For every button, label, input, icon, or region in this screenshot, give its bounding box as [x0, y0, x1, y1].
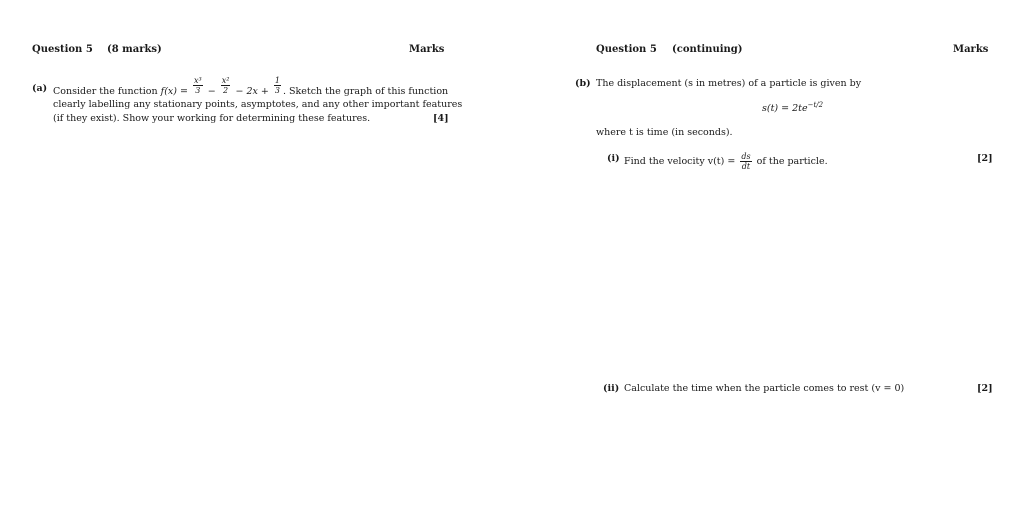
frac-term3: $\frac{1}{3}$ [274, 76, 280, 95]
part-a-line2: clearly labelling any stationary points, asymptotes, and any other important features [53, 99, 463, 110]
equation-exponent: −t/2 [807, 100, 824, 109]
frac-ds-dt: $\frac{ds}{dt}$ [741, 152, 751, 171]
frac-term1: $\frac{\text{x³}}{3}$ [193, 76, 202, 95]
part-a-line3: (if they exist). Show your working for determining these features. [53, 113, 371, 124]
part-a-marks: [4] [433, 113, 449, 124]
sub-ii-text: Calculate the time when the particle comes to rest (v = 0) [624, 383, 905, 394]
part-b-intro: The displacement (s in metres) of a particle is given by [596, 78, 862, 89]
sub-i-marks: [2] [977, 153, 993, 164]
where-text: where t is time (in seconds). [596, 127, 733, 138]
right-page [512, 0, 1024, 517]
question-marks-total: (8 marks) [107, 44, 162, 55]
sub-i-text: Find the velocity v(t) = $\frac{ds}{dt}$ of the particle. [624, 152, 828, 171]
marks-header: Marks [953, 44, 989, 55]
sub-ii-label: (ii) [603, 383, 620, 394]
displacement-equation: $s(t) = 2te^{-t/2}$ [762, 100, 824, 114]
marks-header: Marks [409, 44, 445, 55]
question-continuing: (continuing) [672, 44, 743, 55]
sub-i-label: (i) [607, 153, 620, 164]
frac-term2: $\frac{\text{x²}}{2}$ [221, 76, 230, 95]
question-label: Question 5 [596, 44, 657, 55]
sub-ii-marks: [2] [977, 383, 993, 394]
part-b-label: (b) [575, 78, 591, 89]
function-name: f(x) = [160, 86, 188, 97]
part-a-label: (a) [32, 83, 48, 94]
question-label: Question 5 [32, 44, 93, 55]
part-a-line1: Consider the function f(x) = $\frac{\text{x³}}{3}$ − $\frac{\text{x²}}{2}$ − 2x + $\frac{1}{3}$ . Sketch the graph of this function [53, 76, 449, 97]
